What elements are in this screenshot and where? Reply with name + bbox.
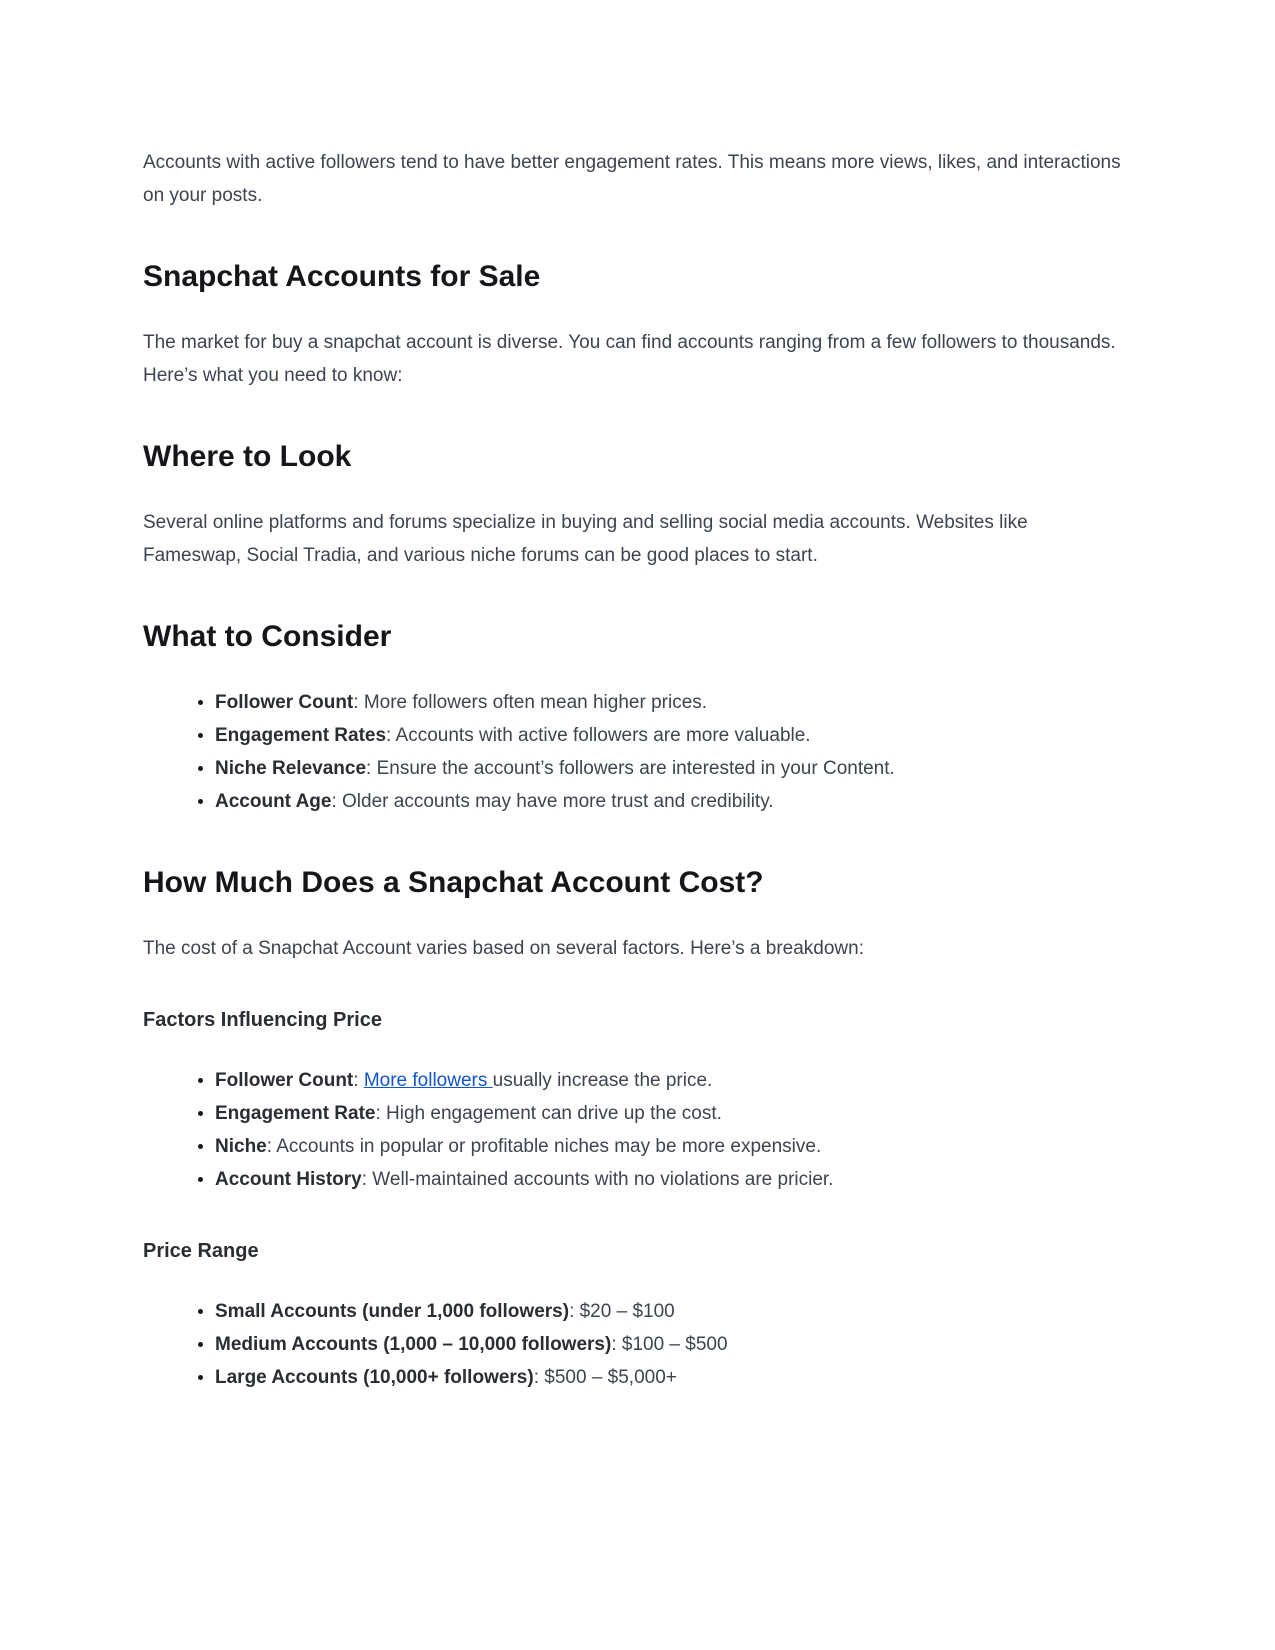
heading-snapchat-accounts-for-sale: Snapchat Accounts for Sale (143, 260, 541, 293)
subheading-factors-influencing-price: Factors Influencing Price (143, 1009, 382, 1031)
list-item (215, 1130, 1130, 1163)
paragraph-platforms: Several online platforms and forums specialize in buying and selling social media accounts. Websites like Fameswap, Social Tradia, and various niche forums can be good places to start. (143, 512, 1028, 566)
list-item-text: : $500 – $5,000+ (533, 1367, 677, 1388)
paragraph-market: The market for buy a snapchat account is diverse. You can find accounts ranging from a few followers to thousands. Here’s what you need to know: (143, 332, 1116, 386)
consider-list (143, 686, 1130, 818)
list-item (215, 1328, 1130, 1361)
list-item-label: Large Accounts (10,000+ followers) (215, 1367, 534, 1388)
list-item-text: : Older accounts may have more trust and credibility. (331, 791, 774, 812)
heading-how-much-cost: How Much Does a Snapchat Account Cost? (143, 866, 764, 899)
list-item-text: : Well-maintained accounts with no violations are pricier. (361, 1169, 834, 1190)
list-item (215, 785, 1130, 818)
list-item-label: Follower Count (215, 692, 354, 713)
subheading-price-range: Price Range (143, 1240, 259, 1262)
list-item-text: : Accounts in popular or profitable niches may be more expensive. (266, 1136, 822, 1157)
list-item (215, 1163, 1130, 1196)
list-item-label: Follower Count (215, 1070, 354, 1091)
paragraph-engagement-intro: Accounts with active followers tend to have better engagement rates. This means more views, likes, and interactions on your posts. (143, 152, 1121, 206)
list-item-text: usually increase the price. (492, 1070, 713, 1091)
list-item-text: : $20 – $100 (569, 1301, 675, 1322)
price-range-list (143, 1295, 1130, 1394)
list-item-label: Small Accounts (under 1,000 followers) (215, 1301, 570, 1322)
list-item-label: Niche Relevance (215, 758, 367, 779)
more-followers-link[interactable]: More followers (363, 1070, 493, 1091)
list-item (215, 1295, 1130, 1328)
paragraph-cost-intro: The cost of a Snapchat Account varies based on several factors. Here’s a breakdown: (143, 938, 864, 959)
list-item-text: : $100 – $500 (611, 1334, 728, 1355)
list-item (215, 1097, 1130, 1130)
list-item-label: Engagement Rates (215, 725, 387, 746)
list-item (215, 719, 1130, 752)
list-item-text: : High engagement can drive up the cost. (375, 1103, 722, 1124)
list-item-label: Medium Accounts (1,000 – 10,000 followers) (215, 1334, 612, 1355)
list-item (215, 1361, 1130, 1394)
list-item-text: : More followers often mean higher prices. (353, 692, 708, 713)
list-item (215, 752, 1130, 785)
list-item-label: Niche (215, 1136, 267, 1157)
list-item-label: Account Age (215, 791, 332, 812)
factors-list (143, 1064, 1130, 1196)
list-item-label: Engagement Rate (215, 1103, 376, 1124)
heading-where-to-look: Where to Look (143, 440, 352, 473)
list-item (215, 1064, 1130, 1097)
list-item-label: Account History (215, 1169, 362, 1190)
list-item (215, 686, 1130, 719)
list-item-text: : (353, 1070, 364, 1091)
list-item-text: : Ensure the account’s followers are interested in your Content. (366, 758, 895, 779)
heading-what-to-consider: What to Consider (143, 620, 392, 653)
list-item-text: : Accounts with active followers are more valuable. (386, 725, 811, 746)
